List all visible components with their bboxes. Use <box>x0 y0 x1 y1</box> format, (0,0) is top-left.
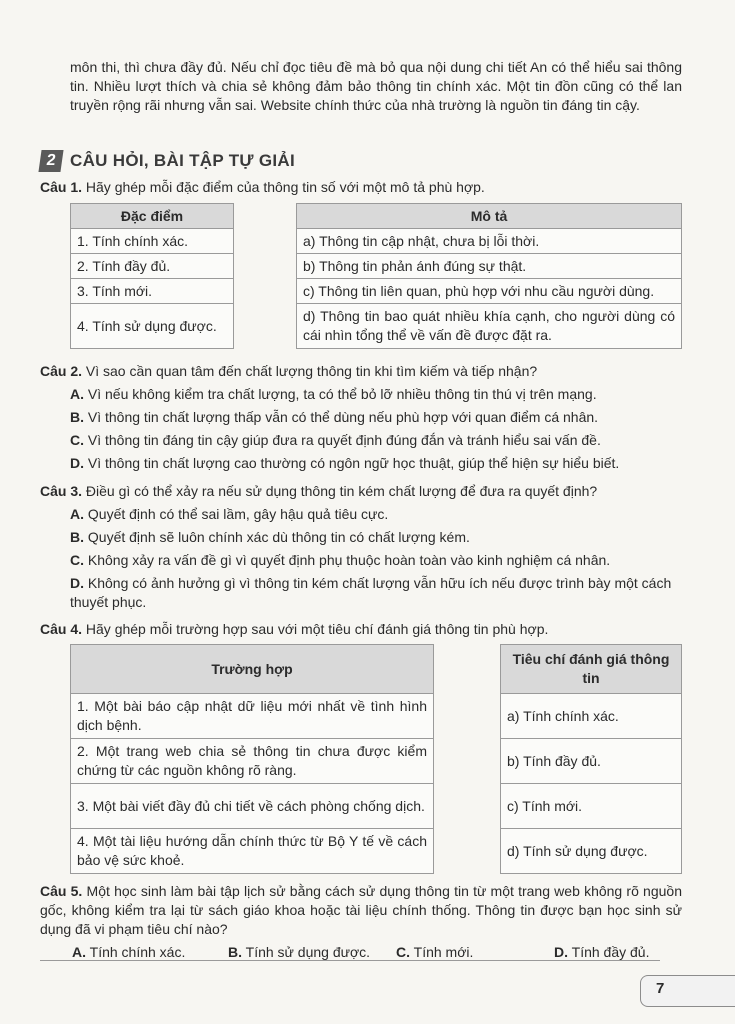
option-key: C. <box>396 944 410 960</box>
option-text: Vì thông tin chất lượng thấp vẫn có thể dùng nếu phù hợp với quan điểm cá nhân. <box>87 409 599 425</box>
option-text: Vì nếu không kiểm tra chất lượng, ta có thể bỏ lỡ nhiều thông tin thú vị trên mạng. <box>87 386 597 402</box>
question-3 <box>40 482 597 501</box>
table-cell: 4. Tính sử dụng được. <box>71 304 234 349</box>
question-4 <box>40 620 548 639</box>
answer-option <box>70 454 682 473</box>
option-text: Vì thông tin chất lượng cao thường có ngôn ngữ học thuật, giúp thể hiện sự hiểu biết. <box>87 455 620 471</box>
option-key: C. <box>70 552 84 568</box>
table-cell: a) Tính chính xác. <box>501 694 682 739</box>
page-number: 7 <box>656 980 665 997</box>
option-key: C. <box>70 432 84 448</box>
option-key: B. <box>70 409 84 425</box>
q1-right-table <box>296 203 682 349</box>
question-text: Điều gì có thể xảy ra nếu sử dụng thông tin kém chất lượng để đưa ra quyết định? <box>85 483 598 499</box>
question-1 <box>40 178 485 197</box>
question-label: Câu 4. <box>40 621 83 637</box>
option-key: D. <box>554 944 568 960</box>
answer-option <box>70 528 682 547</box>
option-key: A. <box>72 944 86 960</box>
table-cell: 1. Một bài báo cập nhật dữ liệu mới nhất về tình hình dịch bệnh. <box>71 694 434 739</box>
option-key: A. <box>70 386 84 402</box>
table-cell: d) Thông tin bao quát nhiều khía cạnh, cho người dùng có cái nhìn tổng thể về vấn đề được đặt ra. <box>297 304 682 349</box>
table-cell: b) Thông tin phản ánh đúng sự thật. <box>297 254 682 279</box>
answer-option <box>70 551 682 570</box>
question-5 <box>40 882 682 939</box>
option-key: D. <box>70 575 84 591</box>
table-cell: b) Tính đầy đủ. <box>501 739 682 784</box>
option-key: B. <box>228 944 242 960</box>
intro-paragraph: môn thi, thì chưa đầy đủ. Nếu chỉ đọc tiêu đề mà bỏ qua nội dung chi tiết An có thể hiểu sai thông tin. Nhiều lượt thích và chia sẻ không đảm bảo thông tin chính xác. Một tin đồn cũng có thể lan truyền rộng rãi nhưng vẫn sai. Website chính thức của nhà trường là nguồn tin đáng tin cậy. <box>70 59 682 113</box>
table-cell: 1. Tính chính xác. <box>71 229 234 254</box>
question-label: Câu 5. <box>40 883 83 899</box>
option-text: Không có ảnh hưởng gì vì thông tin kém chất lượng vẫn hữu ích nếu được trình bày một cách thuyết phục. <box>70 575 672 610</box>
option-text: Tính chính xác. <box>89 944 186 960</box>
table-header: Đặc điểm <box>71 204 234 229</box>
table-cell: 3. Tính mới. <box>71 279 234 304</box>
option-text: Quyết định sẽ luôn chính xác dù thông tin có chất lượng kém. <box>87 529 470 545</box>
question-text: Một học sinh làm bài tập lịch sử bằng cách sử dụng thông tin từ một trang web không rõ nguồn gốc, không kiểm tra lại từ sách giáo khoa hoặc tài liệu chính thống. Thông tin được bạn học sinh sử dụng đã vi phạm tiêu chí nào? <box>40 883 682 937</box>
table-cell: 3. Một bài viết đầy đủ chi tiết về cách phòng chống dịch. <box>71 784 434 829</box>
option-text: Tính mới. <box>413 944 474 960</box>
question-text: Hãy ghép mỗi trường hợp sau với một tiêu chí đánh giá thông tin phù hợp. <box>85 621 549 637</box>
option-text: Tính đầy đủ. <box>571 944 650 960</box>
option-key: B. <box>70 529 84 545</box>
section-title: CÂU HỎI, BÀI TẬP TỰ GIẢI <box>70 151 295 170</box>
q4-right-table <box>500 644 682 874</box>
table-header: Mô tả <box>297 204 682 229</box>
table-cell: 4. Một tài liệu hướng dẫn chính thức từ Bộ Y tế về cách bảo vệ sức khoẻ. <box>71 829 434 874</box>
question-2 <box>40 362 537 381</box>
question-label: Câu 2. <box>40 363 83 379</box>
option-text: Không xảy ra vấn đề gì vì quyết định phụ thuộc hoàn toàn vào kinh nghiệm cá nhân. <box>87 552 611 568</box>
table-header: Trường hợp <box>71 645 434 694</box>
answer-option <box>70 385 682 404</box>
page-number-tab <box>640 975 735 1007</box>
q4-left-table <box>70 644 434 874</box>
section-header <box>40 148 295 174</box>
footer-divider <box>40 960 660 961</box>
option-text: Quyết định có thể sai lầm, gây hậu quả tiêu cực. <box>87 506 389 522</box>
table-cell: 2. Tính đầy đủ. <box>71 254 234 279</box>
table-header: Tiêu chí đánh giá thông tin <box>501 645 682 694</box>
table-cell: c) Thông tin liên quan, phù hợp với nhu cầu người dùng. <box>297 279 682 304</box>
answer-option <box>70 431 682 450</box>
table-cell: d) Tính sử dụng được. <box>501 829 682 874</box>
option-key: D. <box>70 455 84 471</box>
answer-option <box>70 505 682 524</box>
question-text: Vì sao cần quan tâm đến chất lượng thông tin khi tìm kiếm và tiếp nhận? <box>85 363 538 379</box>
answer-option <box>70 408 682 427</box>
table-cell: a) Thông tin cập nhật, chưa bị lỗi thời. <box>297 229 682 254</box>
question-label: Câu 1. <box>40 179 83 195</box>
question-text: Hãy ghép mỗi đặc điểm của thông tin số với một mô tả phù hợp. <box>85 179 485 195</box>
q1-left-table <box>70 203 234 349</box>
option-text: Vì thông tin đáng tin cậy giúp đưa ra quyết định đúng đắn và tránh hiểu sai vấn đề. <box>87 432 601 448</box>
question-label: Câu 3. <box>40 483 83 499</box>
answer-option <box>70 574 682 612</box>
option-text: Tính sử dụng được. <box>245 944 371 960</box>
option-key: A. <box>70 506 84 522</box>
table-cell: 2. Một trang web chia sẻ thông tin chưa được kiểm chứng từ các nguồn không rõ ràng. <box>71 739 434 784</box>
section-number: 2 <box>38 150 63 172</box>
table-cell: c) Tính mới. <box>501 784 682 829</box>
